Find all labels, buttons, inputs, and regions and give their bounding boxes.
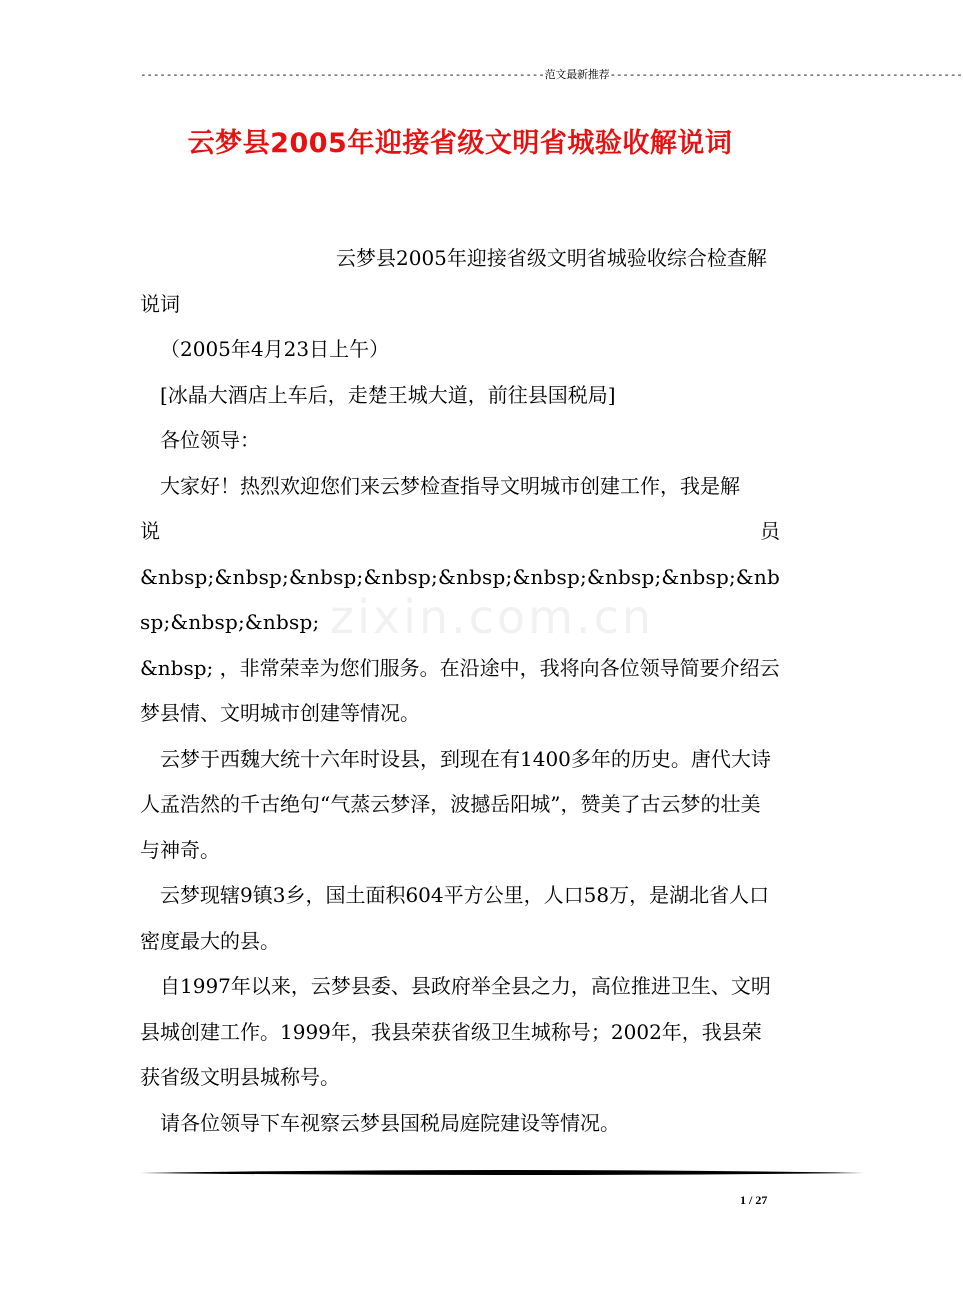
header-label: 范文最新推荐 [544,68,610,81]
welcome-paragraph-rest [140,646,780,737]
population-paragraph: 云梦现辖9镇3乡，国土面积604平方公里，人口58万，是湖北省人口密度最大的县。 [140,883,770,953]
history-paragraph: 云梦于西魏大统十六年时设县，到现在有1400多年的历史。唐代大诗人孟浩然的千古绝句“气蒸云梦泽，波撼岳阳城”，赞美了古云梦的壮美与神奇。 [140,746,771,862]
welcome-paragraph-line: 大家好！热烈欢迎您们来云梦检查指导文明城市创建工作，我是解 [160,473,740,498]
document-body [140,236,780,1146]
subtitle-paragraph: 云梦县2005年迎接省级文明省城验收综合检查解说词 [140,246,767,316]
nbsp-tail: &nbsp; [140,655,220,680]
greeting-paragraph: 各位领导： [160,428,260,452]
welcome-paragraph-spread-line: 说 员 [140,519,780,543]
page-header [140,66,963,82]
watermark: zixin.com.cn [330,590,655,644]
achievement-paragraph: 自1997年以来，云梦县委、县政府举全县之力，高位推进卫生、文明县城创建工作。1999年，我县荣获省级卫生城称号；2002年，我县荣获省级文明县城称号。 [140,974,771,1089]
route-paragraph: [冰晶大酒店上车后，走楚王城大道，前往县国税局] [160,382,616,407]
welcome-paragraph-nbsp [140,555,780,646]
header-right-rule: ------------------------------------------------------- [609,68,963,81]
date-paragraph: （2005年4月23日上午） [160,337,390,361]
document-title: 云梦县2005年迎接省级文明省城验收解说词 [187,128,733,159]
page-number: 1 / 27 [740,1193,768,1207]
closing-paragraph: 请各位领导下车视察云梦县国税局庭院建设等情况。 [160,1110,620,1135]
welcome-rest-text: ，非常荣幸为您们服务。在沿途中，我将向各位领导简要介绍云梦县情、文明城市创建等情况。 [140,655,780,725]
footer-rule [140,1168,864,1178]
header-left-rule: --------------------------------------------------------------- [140,68,545,81]
nbsp-text: &nbsp;&nbsp;&nbsp;&nbsp;&nbsp;&nbsp;&nbsp;&nbsp;&nbsp;&nbsp;&nbsp; [140,564,781,634]
